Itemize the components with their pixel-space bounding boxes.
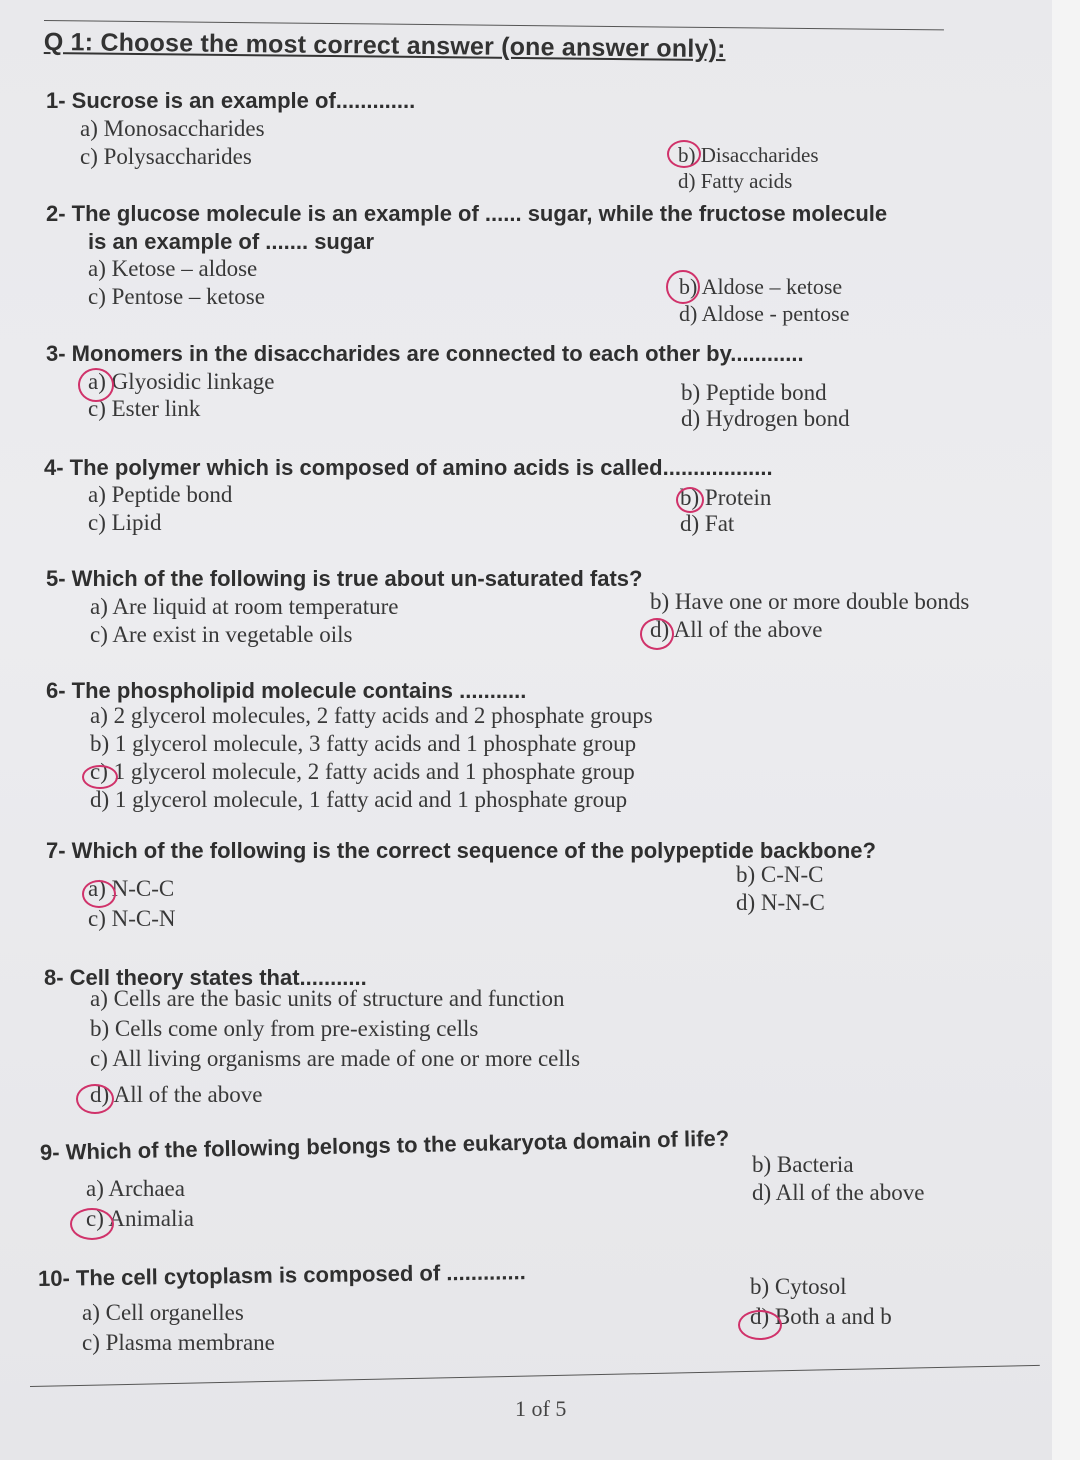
option-d: d) Fat — [680, 511, 735, 536]
option-a: a) Archaea — [86, 1176, 185, 1201]
option-b: b) Cytosol — [750, 1274, 847, 1299]
option-c: c) Lipid — [88, 510, 162, 535]
option-c: c) 1 glycerol molecule, 2 fatty acids and 1 phosphate group — [90, 759, 635, 784]
option-c: c) N-C-N — [88, 906, 176, 931]
option-b: b) Have one or more double bonds — [650, 589, 970, 614]
option-d: d) 1 glycerol molecule, 1 fatty acid and 1 phosphate group — [90, 787, 628, 812]
page-number: 1 of 5 — [515, 1396, 567, 1421]
option-b: b) Protein — [680, 485, 772, 510]
option-b: b) Disaccharides — [678, 143, 819, 167]
question-stem: 10- The cell cytoplasm is composed of ............. — [37, 1259, 526, 1291]
option-a: a) Cell organelles — [82, 1300, 244, 1325]
question-stem: 6- The phospholipid molecule contains ........... — [46, 678, 527, 703]
option-a: a) Monosaccharides — [80, 116, 265, 141]
option-b: b) Peptide bond — [681, 380, 827, 405]
option-b: b) C-N-C — [736, 862, 824, 887]
bottom-rule — [30, 1365, 1040, 1387]
option-a: a) Glyosidic linkage — [88, 369, 275, 394]
option-b: b) Bacteria — [752, 1152, 854, 1177]
option-d: d) N-N-C — [736, 890, 825, 915]
option-a: a) Ketose – aldose — [88, 256, 258, 281]
option-c: c) Pentose – ketose — [88, 284, 265, 309]
question-stem: 4- The polymer which is composed of amino acids is called.................. — [44, 455, 773, 480]
option-a: a) Are liquid at room temperature — [90, 594, 399, 619]
question-stem: 3- Monomers in the disaccharides are connected to each other by............ — [46, 341, 804, 366]
option-c: c) All living organisms are made of one or more cells — [90, 1046, 581, 1071]
option-d: d) All of the above — [752, 1180, 925, 1205]
question-stem: 2- The glucose molecule is an example of ...... sugar, while the fructose molecule — [46, 201, 888, 226]
question-stem-continued: is an example of ....... sugar — [88, 229, 375, 254]
question-stem: 1- Sucrose is an example of............. — [46, 88, 416, 113]
option-c: c) Are exist in vegetable oils — [90, 622, 353, 647]
option-a: a) Peptide bond — [88, 482, 233, 507]
option-b: b) Aldose – ketose — [679, 274, 843, 299]
option-c: c) Ester link — [88, 396, 201, 421]
option-b: b) Cells come only from pre-existing cells — [90, 1016, 479, 1041]
option-d: d) Both a and b — [750, 1304, 892, 1329]
option-a: a) 2 glycerol molecules, 2 fatty acids and 2 phosphate groups — [90, 703, 653, 728]
option-d: d) Fatty acids — [678, 169, 793, 193]
option-d: d) Hydrogen bond — [681, 406, 850, 431]
option-a: a) Cells are the basic units of structure and function — [90, 986, 565, 1011]
option-c: c) Polysaccharides — [80, 144, 252, 169]
question-stem: 9- Which of the following belongs to the eukaryota domain of life? — [39, 1125, 730, 1165]
section-heading: Q 1: Choose the most correct answer (one answer only): — [43, 28, 726, 64]
desk-edge — [1052, 0, 1080, 1460]
option-c: c) Animalia — [86, 1206, 194, 1231]
question-stem: 7- Which of the following is the correct sequence of the polypeptide backbone? — [46, 838, 876, 863]
option-d: d) Aldose - pentose — [679, 301, 850, 326]
question-stem: 8- Cell theory states that........... — [44, 965, 367, 990]
option-d: d) All of the above — [650, 617, 823, 642]
option-a: a) N-C-C — [88, 876, 175, 901]
question-stem: 5- Which of the following is true about un-saturated fats? — [46, 566, 643, 591]
option-b: b) 1 glycerol molecule, 3 fatty acids and 1 phosphate group — [90, 731, 637, 756]
option-c: c) Plasma membrane — [82, 1330, 275, 1355]
option-d: d) All of the above — [90, 1082, 263, 1107]
